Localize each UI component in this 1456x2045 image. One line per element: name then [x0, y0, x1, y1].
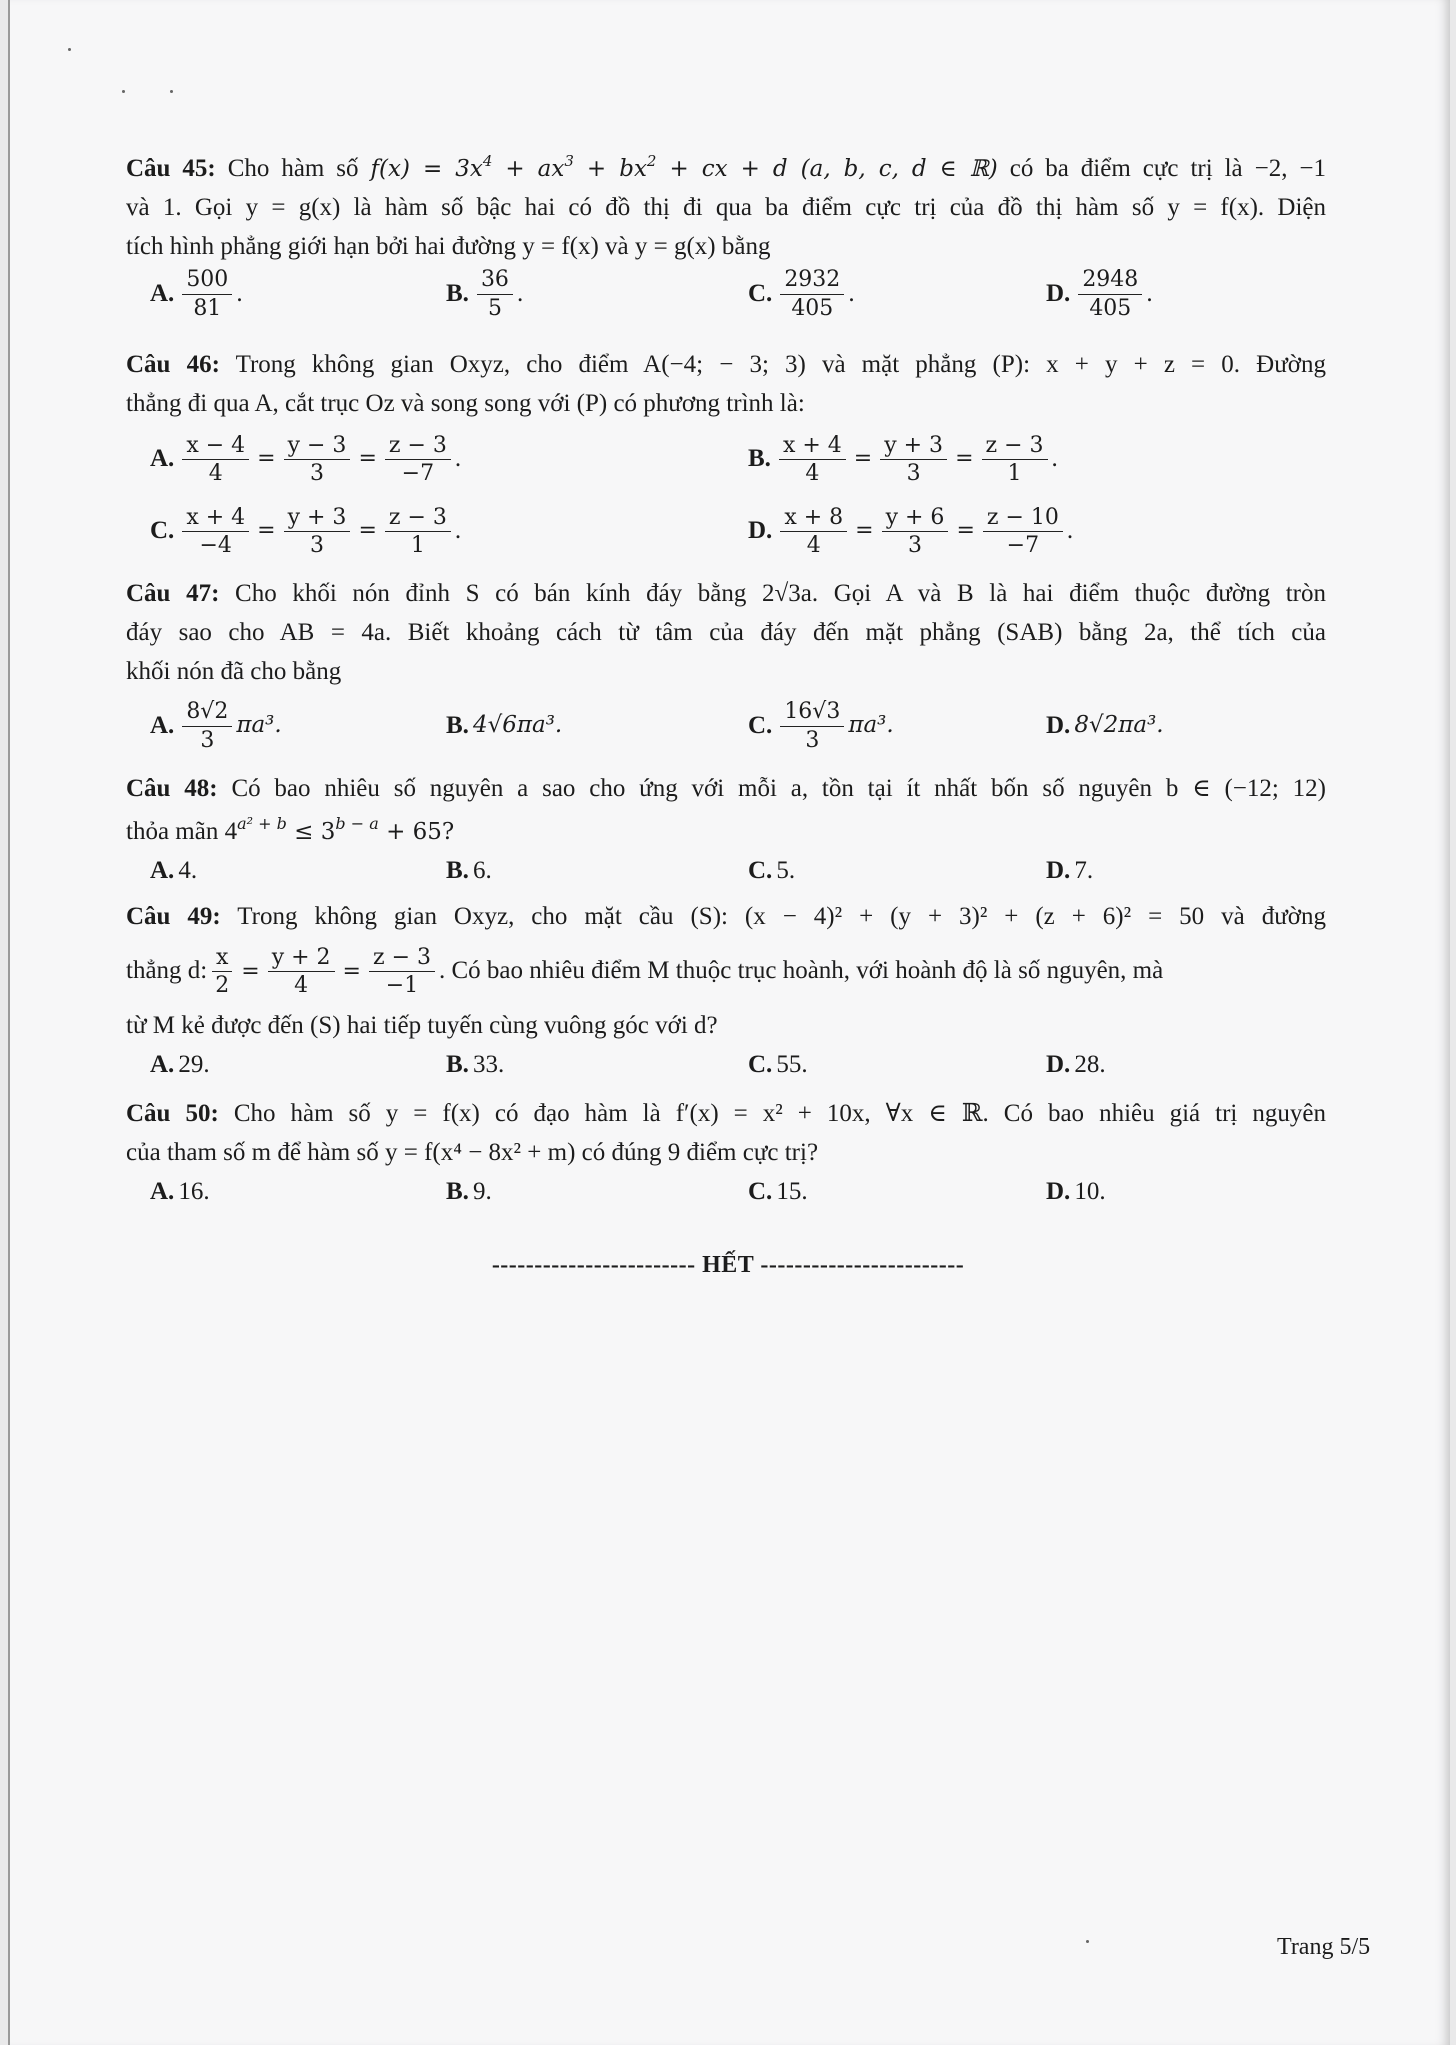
question-47	[126, 575, 1326, 761]
option-d[interactable]: D. $\frac{x + 8}{4}$ = $\frac{y + 6}{3}$ = $\frac{z - 10}{-7}$ .	[748, 504, 1074, 558]
option-b[interactable]: B. 4√6πa³.	[446, 711, 563, 739]
formula: $f(x) = 3x^4 + ax^3 + bx^2$ + cx + d (a, b, c, d ∈ ℝ)	[370, 152, 998, 182]
option-a[interactable]: A. 16.	[150, 1178, 210, 1206]
answer-options	[126, 691, 1326, 761]
end-marker: ------------------------ HẾT ------------------------	[491, 1252, 965, 1278]
question-text: Có bao nhiêu số nguyên a sao cho ứng với mỗi a, tồn tại ít nhất bốn số nguyên b ∈ (−12; 12)	[231, 775, 1326, 802]
question-text: Cho hàm số	[227, 155, 359, 182]
scan-speck	[122, 90, 125, 93]
question-text: thỏa mãn $4^{a^2 + b} \le 3^{b - a} + 65$?	[126, 813, 455, 845]
answer-options	[126, 266, 1326, 322]
option-c[interactable]: C. $\frac{16√3}{3}$ πa³.	[748, 699, 894, 753]
question-label: Câu 46:	[126, 351, 220, 378]
question-label: Câu 50:	[126, 1100, 219, 1127]
option-b[interactable]: B. 33.	[446, 1051, 505, 1079]
question-label: Câu 49:	[126, 903, 221, 930]
option-b[interactable]: B. 9.	[446, 1178, 492, 1206]
question-label: Câu 47:	[126, 580, 220, 607]
scan-speck	[170, 90, 173, 93]
option-c[interactable]: C. 5.	[748, 857, 796, 885]
scan-speck	[1086, 1940, 1089, 1943]
question-49	[126, 898, 1326, 1086]
option-c[interactable]: C. 55.	[748, 1051, 808, 1079]
question-text: tích hình phẳng giới hạn bởi hai đường y = f(x) và y = g(x) bằng	[126, 232, 771, 260]
option-a[interactable]: A. $\frac{500}{81}$ .	[150, 267, 243, 321]
question-text: có ba điểm cực trị là −2, −1	[1009, 155, 1327, 182]
option-d[interactable]: D. 10.	[1046, 1178, 1106, 1206]
answer-options	[126, 1173, 1326, 1213]
option-d[interactable]: D. 8√2πa³.	[1046, 711, 1164, 739]
option-b[interactable]: B. 6.	[446, 857, 492, 885]
question-text: Cho khối nón đỉnh S có bán kính đáy bằng 2√3a. Gọi A và B là hai điểm thuộc đường tròn	[235, 580, 1326, 607]
option-d[interactable]: D. $\frac{2948}{405}$ .	[1046, 267, 1153, 321]
question-text: thẳng d: $\frac{x}{2}$ = $\frac{y + 2}{4}$ = $\frac{z - 3}{-1}$ . Có bao nhiêu điểm M thuộc trục hoành, với hoành độ là số nguyên, mà	[126, 944, 1164, 999]
question-48	[126, 770, 1326, 892]
option-c[interactable]: C. 15.	[748, 1178, 808, 1206]
question-text: đáy sao cho AB = 4a. Biết khoảng cách từ tâm của đáy đến mặt phẳng (SAB) bằng 2a, thể tích của	[126, 618, 1326, 646]
question-45	[126, 150, 1326, 322]
option-a[interactable]: A. $\frac{x - 4}{4}$ = $\frac{y - 3}{3}$ = $\frac{z - 3}{-7}$ .	[150, 432, 462, 486]
question-text: từ M kẻ được đến (S) hai tiếp tuyến cùng vuông góc với d?	[126, 1011, 718, 1039]
question-label: Câu 48:	[126, 775, 218, 802]
answer-options	[126, 1046, 1326, 1086]
option-a[interactable]: A. $\frac{8√2}{3}$ πa³.	[150, 699, 282, 753]
option-c[interactable]: C. $\frac{2932}{405}$ .	[748, 267, 855, 321]
question-text: của tham số m để hàm số y = f(x⁴ − 8x² + m) có đúng 9 điểm cực trị?	[126, 1138, 819, 1166]
question-text: khối nón đã cho bằng	[126, 657, 342, 685]
question-46	[126, 346, 1326, 568]
question-text: và 1. Gọi y = g(x) là hàm số bậc hai có đồ thị đi qua ba điểm cực trị của đồ thị hàm số y = f(x). Diện	[126, 193, 1326, 221]
option-b[interactable]: B. $\frac{36}{5}$ .	[446, 267, 524, 321]
option-d[interactable]: D. 28.	[1046, 1051, 1106, 1079]
option-a[interactable]: A. 4.	[150, 857, 198, 885]
scan-speck	[68, 48, 71, 51]
answer-options-row1	[126, 424, 1326, 496]
option-a[interactable]: A. 29.	[150, 1051, 210, 1079]
question-text: Cho hàm số y = f(x) có đạo hàm là f′(x) = x² + 10x, ∀x ∈ ℝ. Có bao nhiêu giá trị nguyên	[233, 1100, 1326, 1127]
question-text: thẳng đi qua A, cắt trục Oz và song song với (P) có phương trình là:	[126, 389, 805, 417]
option-c[interactable]: C. $\frac{x + 4}{-4}$ = $\frac{y + 3}{3}$ = $\frac{z - 3}{1}$ .	[150, 504, 462, 558]
answer-options-row2	[126, 496, 1326, 568]
option-d[interactable]: D. 7.	[1046, 857, 1094, 885]
option-b[interactable]: B. $\frac{x + 4}{4}$ = $\frac{y + 3}{3}$ = $\frac{z - 3}{1}$ .	[748, 432, 1058, 486]
question-text: Trong không gian Oxyz, cho điểm A(−4; − 3; 3) và mặt phẳng (P): x + y + z = 0. Đường	[235, 351, 1326, 378]
answer-options	[126, 852, 1326, 892]
page-number: Trang 5/5	[1277, 1934, 1371, 1960]
question-50	[126, 1095, 1326, 1213]
question-text: Trong không gian Oxyz, cho mặt cầu (S): (x − 4)² + (y + 3)² + (z + 6)² = 50 và đường	[237, 903, 1326, 930]
question-label: Câu 45:	[126, 155, 216, 182]
